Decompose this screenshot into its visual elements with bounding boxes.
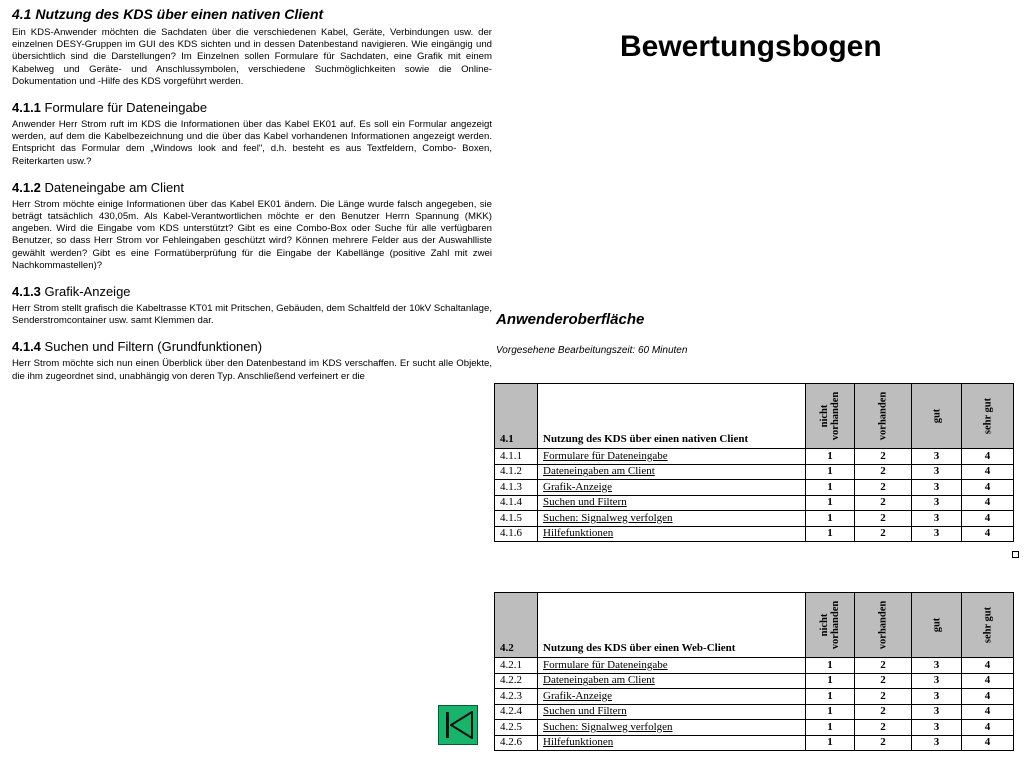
table-row xyxy=(495,511,1014,527)
rating-score-3[interactable]: 3 xyxy=(912,689,962,705)
row-label: Suchen und Filtern xyxy=(538,704,806,720)
row-number: 4.2.3 xyxy=(495,689,538,705)
row-label: Suchen: Signalweg verfolgen xyxy=(538,511,806,527)
subsection-text-4-1-2: Herr Strom möchte einige Informationen über das Kabel EK01 ändern. Die Länge wurde falsch angegeben, sie beträgt tatsächlich 430,05m. Als Kabel-Verantwortlichen möchte er den Benutzer Herrn Spannung (MKK) angeben. Wird die Eingabe vom KDS unterstützt? Gibt es eine Combo-Box oder Suche für alle verfügbaren Benutzer, so dass Herr Strom vor Fehleingaben geschützt wird? Können mehrere Felder aus der Auswahlliste gewählt werden? Gibt es eine Formatüberprüfung für die Eingabe der Kabellänge (positive Zahl mit zwei Nachkommastellen)? xyxy=(12,198,492,271)
rating-score-4[interactable]: 4 xyxy=(962,511,1014,527)
first-slide-button[interactable] xyxy=(438,705,478,745)
rating-score-2[interactable]: 2 xyxy=(855,449,912,465)
rating-score-2[interactable]: 2 xyxy=(855,704,912,720)
row-number: 4.2.6 xyxy=(495,735,538,751)
table-header-row xyxy=(495,593,1014,658)
table-row xyxy=(495,673,1014,689)
table-row xyxy=(495,689,1014,705)
rating-score-2[interactable]: 2 xyxy=(855,511,912,527)
rating-score-4[interactable]: 4 xyxy=(962,526,1014,542)
rating-score-3[interactable]: 3 xyxy=(912,704,962,720)
rating-score-3[interactable]: 3 xyxy=(912,464,962,480)
rating-score-3[interactable]: 3 xyxy=(912,526,962,542)
rating-score-1[interactable]: 1 xyxy=(806,464,855,480)
row-label: Dateneingaben am Client xyxy=(538,673,806,689)
row-number: 4.1.1 xyxy=(495,449,538,465)
rating-score-3[interactable]: 3 xyxy=(912,658,962,674)
row-number: 4.1.3 xyxy=(495,480,538,496)
processing-time-note: Vorgesehene Bearbeitungszeit: 60 Minuten xyxy=(496,345,688,356)
row-label: Formulare für Dateneingabe xyxy=(538,449,806,465)
table-row xyxy=(495,658,1014,674)
row-label: Grafik-Anzeige xyxy=(538,480,806,496)
header-very-good: sehr gut xyxy=(962,593,1014,658)
table-number: 4.1 xyxy=(495,384,538,449)
subsection-text-4-1-4: Herr Strom möchte sich nun einen Überblick über den Datenbestand im KDS verschaffen. Er sucht alle Objekte, die ihm zugeordnet sind, unabhängig von deren Typ. Anschließend verfeinert er die xyxy=(12,358,492,382)
table-row xyxy=(495,495,1014,511)
rating-score-4[interactable]: 4 xyxy=(962,495,1014,511)
rating-score-1[interactable]: 1 xyxy=(806,480,855,496)
rating-score-4[interactable]: 4 xyxy=(962,735,1014,751)
rating-score-4[interactable]: 4 xyxy=(962,658,1014,674)
row-label: Hilfefunktionen xyxy=(538,526,806,542)
rating-score-2[interactable]: 2 xyxy=(855,464,912,480)
rating-score-4[interactable]: 4 xyxy=(962,673,1014,689)
rating-score-1[interactable]: 1 xyxy=(806,704,855,720)
row-number: 4.2.1 xyxy=(495,658,538,674)
rating-score-1[interactable]: 1 xyxy=(806,449,855,465)
rating-score-2[interactable]: 2 xyxy=(855,720,912,736)
header-good: gut xyxy=(912,593,962,658)
rating-score-4[interactable]: 4 xyxy=(962,720,1014,736)
rating-score-1[interactable]: 1 xyxy=(806,735,855,751)
row-number: 4.2.4 xyxy=(495,704,538,720)
header-good: gut xyxy=(912,384,962,449)
row-label: Suchen: Signalweg verfolgen xyxy=(538,720,806,736)
row-label: Formulare für Dateneingabe xyxy=(538,658,806,674)
rating-score-3[interactable]: 3 xyxy=(912,511,962,527)
row-number: 4.2.2 xyxy=(495,673,538,689)
row-label: Hilfefunktionen xyxy=(538,735,806,751)
header-very-good: sehr gut xyxy=(962,384,1014,449)
rating-score-3[interactable]: 3 xyxy=(912,735,962,751)
table-row xyxy=(495,720,1014,736)
resize-handle[interactable] xyxy=(1012,551,1019,558)
subsection-heading-4-1-2: 4.1.2 Dateneingabe am Client xyxy=(12,179,185,195)
document-title: Bewertungsbogen xyxy=(620,30,882,63)
rating-score-2[interactable]: 2 xyxy=(855,480,912,496)
row-number: 4.1.5 xyxy=(495,511,538,527)
rating-score-4[interactable]: 4 xyxy=(962,449,1014,465)
evaluation-section-title: Anwenderoberfläche xyxy=(496,311,645,328)
row-number: 4.1.2 xyxy=(495,464,538,480)
header-not-present: nicht vorhanden xyxy=(806,593,855,658)
rating-score-1[interactable]: 1 xyxy=(806,689,855,705)
rating-score-2[interactable]: 2 xyxy=(855,689,912,705)
rating-score-1[interactable]: 1 xyxy=(806,658,855,674)
subsection-heading-4-1-3: 4.1.3 Grafik-Anzeige xyxy=(12,284,131,300)
row-label: Dateneingaben am Client xyxy=(538,464,806,480)
table-row xyxy=(495,449,1014,465)
header-present: vorhanden xyxy=(855,593,912,658)
rating-score-1[interactable]: 1 xyxy=(806,720,855,736)
subsection-heading-4-1-4: 4.1.4 Suchen und Filtern (Grundfunktionen) xyxy=(12,339,263,355)
table-row xyxy=(495,735,1014,751)
rating-score-4[interactable]: 4 xyxy=(962,689,1014,705)
skip-to-first-icon xyxy=(446,712,449,738)
evaluation-table-native-client xyxy=(494,383,1014,542)
table-title: Nutzung des KDS über einen Web-Client xyxy=(538,593,806,658)
table-row xyxy=(495,704,1014,720)
rating-score-2[interactable]: 2 xyxy=(855,526,912,542)
rating-score-3[interactable]: 3 xyxy=(912,480,962,496)
row-number: 4.2.5 xyxy=(495,720,538,736)
header-not-present: nicht vorhanden xyxy=(806,384,855,449)
rating-score-2[interactable]: 2 xyxy=(855,495,912,511)
header-present: vorhanden xyxy=(855,384,912,449)
subsection-heading-4-1-1: 4.1.1 Formulare für Dateneingabe xyxy=(12,100,208,116)
row-number: 4.1.4 xyxy=(495,495,538,511)
rating-score-4[interactable]: 4 xyxy=(962,480,1014,496)
table-header-row xyxy=(495,384,1014,449)
table-row xyxy=(495,464,1014,480)
table-number: 4.2 xyxy=(495,593,538,658)
rating-score-2[interactable]: 2 xyxy=(855,735,912,751)
rating-score-1[interactable]: 1 xyxy=(806,511,855,527)
rating-score-4[interactable]: 4 xyxy=(962,464,1014,480)
rating-score-1[interactable]: 1 xyxy=(806,526,855,542)
subsection-text-4-1-1: Anwender Herr Strom ruft im KDS die Informationen über das Kabel EK01 auf. Es soll ein Formular angezeigt werden, auf dem die Kabelbezeichnung und die über das Kabel vorhandenen Informationen angezeigt werden. Entspricht das Formular dem „Windows look and feel", d.h. besteht es aus Textfeldern, Combo- Boxen, Reiterkarten usw.? xyxy=(12,119,492,167)
evaluation-table-web-client xyxy=(494,592,1014,751)
intro-paragraph: Ein KDS-Anwender möchten die Sachdaten über die verschiedenen Kabel, Geräte, Verbindungen usw. der einzelnen DESY-Gruppen im GUI des KDS sichten und in dessen Datenbestand navigieren. Wie eingängig und übersichtlich sind die Darstellungen? Im Einzelnen sollen Formulare für Sachdaten, eine Grafik mit einem Kabelweg und Geräte- und Anschlussymbolen, verschiedene Suchmöglichkeiten sowie die Online-Dokumentation und -Hilfe des KDS vorgeführt werden. xyxy=(12,27,492,87)
left-document-column xyxy=(12,6,492,383)
rating-score-1[interactable]: 1 xyxy=(806,673,855,689)
table-row xyxy=(495,480,1014,496)
section-heading: 4.1 Nutzung des KDS über einen nativen Client xyxy=(12,6,324,22)
rating-score-2[interactable]: 2 xyxy=(855,658,912,674)
table-title: Nutzung des KDS über einen nativen Client xyxy=(538,384,806,449)
row-label: Suchen und Filtern xyxy=(538,495,806,511)
rating-score-2[interactable]: 2 xyxy=(855,673,912,689)
row-number: 4.1.6 xyxy=(495,526,538,542)
rating-score-3[interactable]: 3 xyxy=(912,673,962,689)
subsection-text-4-1-3: Herr Strom stellt grafisch die Kabeltrasse KT01 mit Pritschen, Gebäuden, dem Schaltfeld der 10kV Schaltanlage, Senderstromcontainer usw. samt Klemmen dar. xyxy=(12,303,492,327)
row-label: Grafik-Anzeige xyxy=(538,689,806,705)
rating-score-4[interactable]: 4 xyxy=(962,704,1014,720)
rating-score-1[interactable]: 1 xyxy=(806,495,855,511)
table-row xyxy=(495,526,1014,542)
rating-score-3[interactable]: 3 xyxy=(912,449,962,465)
left-triangle-icon xyxy=(450,711,474,739)
rating-score-3[interactable]: 3 xyxy=(912,495,962,511)
rating-score-3[interactable]: 3 xyxy=(912,720,962,736)
